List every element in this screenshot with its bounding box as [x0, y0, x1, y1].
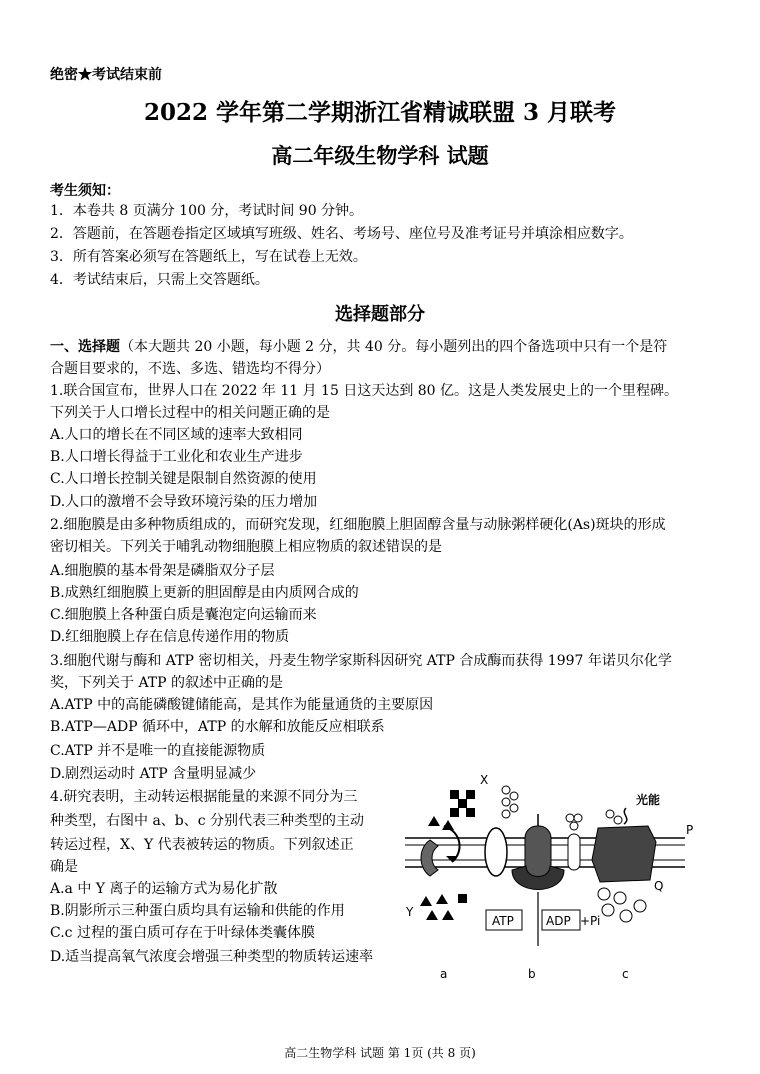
- notes-heading: 考生须知：: [50, 183, 120, 199]
- active-transport-figure: [400, 770, 700, 990]
- q2-option-d: D.红细胞膜上存在信息传递作用的物质: [50, 629, 290, 645]
- exam-title: 2022 学年第二学期浙江省精诚联盟 3 月联考: [143, 99, 617, 126]
- exam-subtitle: 高二年级生物学科 试题: [271, 143, 489, 168]
- q4-stem-3: 转运过程，X、Y 代表被转运的物质。下列叙述正: [50, 837, 354, 853]
- y-molecule-icon: [428, 816, 440, 826]
- intro-line-2: 合题目要求的，不选、多选、错选均不得分）: [50, 361, 330, 377]
- q3-option-a: A.ATP 中的高能磷酸键储能高，是其作为能量通货的主要原因: [50, 697, 434, 713]
- q3-option-c: C.ATP 并不是唯一的直接能源物质: [50, 743, 266, 759]
- q4-option-b: B.阴影所示三种蛋白质均具有运输和供能的作用: [50, 903, 345, 919]
- figure-label-y: Y: [406, 905, 414, 919]
- page-footer: 高二生物学科 试题 第 1页 (共 8 页): [284, 1046, 476, 1060]
- q4-option-d: D.适当提高氧气浓度会增强三种类型的物质转运速率: [50, 949, 374, 965]
- q3-option-b: B.ATP—ADP 循环中，ATP 的水解和放能反应相联系: [50, 719, 385, 735]
- receptor-protein: [568, 834, 580, 870]
- glyco-chain-3: [606, 810, 622, 824]
- figure-label-light: 光能: [636, 793, 661, 807]
- y-molecule-icon: [442, 910, 454, 920]
- figure-label-pi: +Pi: [580, 914, 601, 928]
- figure-label-c: c: [622, 967, 629, 981]
- q3-stem: 3.细胞代谢与酶和 ATP 密切相关，丹麦生物学家斯科因研究 ATP 合成酶而获得 1997 年诺贝尔化学: [50, 653, 672, 669]
- intro-line: [50, 336, 667, 356]
- q2-stem: 2.细胞膜是由多种物质组成的，而研究发现，红细胞膜上胆固醇含量与动脉粥样硬化(As)斑块的形成: [50, 517, 666, 533]
- note-item: 4．考试结束后，只需上交答题纸。: [50, 272, 269, 288]
- intro-text: （本大题共 20 小题，每小题 2 分，共 40 分。每小题列出的四个备选项中只有一个是符: [120, 339, 668, 355]
- figure-label-a: a: [440, 967, 448, 981]
- q1-stem-2: 下列关于人口增长过程中的相关问题正确的是: [50, 405, 330, 421]
- note-item: 3．所有答案必须写在答题纸上，写在试卷上无效。: [50, 249, 367, 265]
- q4-option-a: A.a 中 Y 离子的运输方式为易化扩散: [50, 881, 278, 897]
- q4-stem-2: 种类型，右图中 a、b、c 分别代表三种类型的主动: [50, 813, 365, 829]
- figure-label-x: X: [480, 773, 489, 787]
- note-item: 1．本卷共 8 页满分 100 分，考试时间 90 分钟。: [50, 203, 364, 219]
- section-title: 选择题部分: [335, 304, 425, 325]
- figure-label-atp: ATP: [492, 914, 514, 928]
- notes-list: [50, 200, 633, 292]
- q1-option-a: A.人口的增长在不同区域的速率大致相同: [50, 427, 303, 443]
- q4-stem: 4.研究表明，主动转运根据能量的来源不同分为三: [50, 789, 358, 805]
- y-molecule-icon: [436, 894, 448, 904]
- q3-option-d: D.剧烈运动时 ATP 含量明显减少: [50, 766, 257, 782]
- y-molecule-icon: [426, 910, 438, 920]
- q1-stem: 1.联合国宣布，世界人口在 2022 年 11 月 15 日这天达到 80 亿。这是人类发展史上的一个里程碑。: [50, 383, 679, 399]
- q4-option-c: C.c 过程的蛋白质可存在于叶绿体类囊体膜: [50, 925, 315, 941]
- figure-label-adp: ADP: [546, 914, 571, 928]
- q2-option-a: A.细胞膜的基本骨架是磷脂双分子层: [50, 563, 275, 579]
- transported-molecules: [598, 888, 646, 922]
- q3-stem-2: 奖，下列关于 ATP 的叙述中正确的是: [50, 675, 284, 691]
- q2-option-b: B.成熟红细胞膜上更新的胆固醇是由内质网合成的: [50, 585, 359, 601]
- q4-stem-4: 确是: [50, 859, 78, 875]
- light-wave-icon: [624, 808, 627, 824]
- x-molecules: [450, 790, 475, 817]
- intro-bold: 一、选择题: [50, 339, 120, 355]
- x-molecule-icon: [458, 894, 467, 903]
- protein-c: [592, 826, 656, 882]
- figure-label-b: b: [528, 967, 536, 981]
- glyco-chain-2: [566, 814, 582, 830]
- note-item: 2．答题前，在答题卷指定区域填写班级、姓名、考场号、座位号及准考证号并填涂相应数字。: [50, 226, 633, 242]
- q1-option-d: D.人口的激增不会导致环境污染的压力增加: [50, 494, 318, 510]
- confidential-mark: 绝密★考试结束前: [50, 67, 162, 83]
- figure-label-q: Q: [654, 879, 664, 893]
- glyco-chain-1: [502, 786, 518, 818]
- channel-protein: [485, 828, 507, 876]
- q2-stem-2: 密切相关。下列关于哺乳动物细胞膜上相应物质的叙述错误的是: [50, 539, 442, 555]
- figure-label-p: P: [686, 823, 694, 837]
- y-molecule-icon: [420, 896, 432, 906]
- q1-option-b: B.人口增长得益于工业化和农业生产进步: [50, 449, 303, 465]
- q2-option-c: C.细胞膜上各种蛋白质是囊泡定向运输而来: [50, 607, 317, 623]
- q1-option-c: C.人口增长控制关键是限制自然资源的使用: [50, 471, 317, 487]
